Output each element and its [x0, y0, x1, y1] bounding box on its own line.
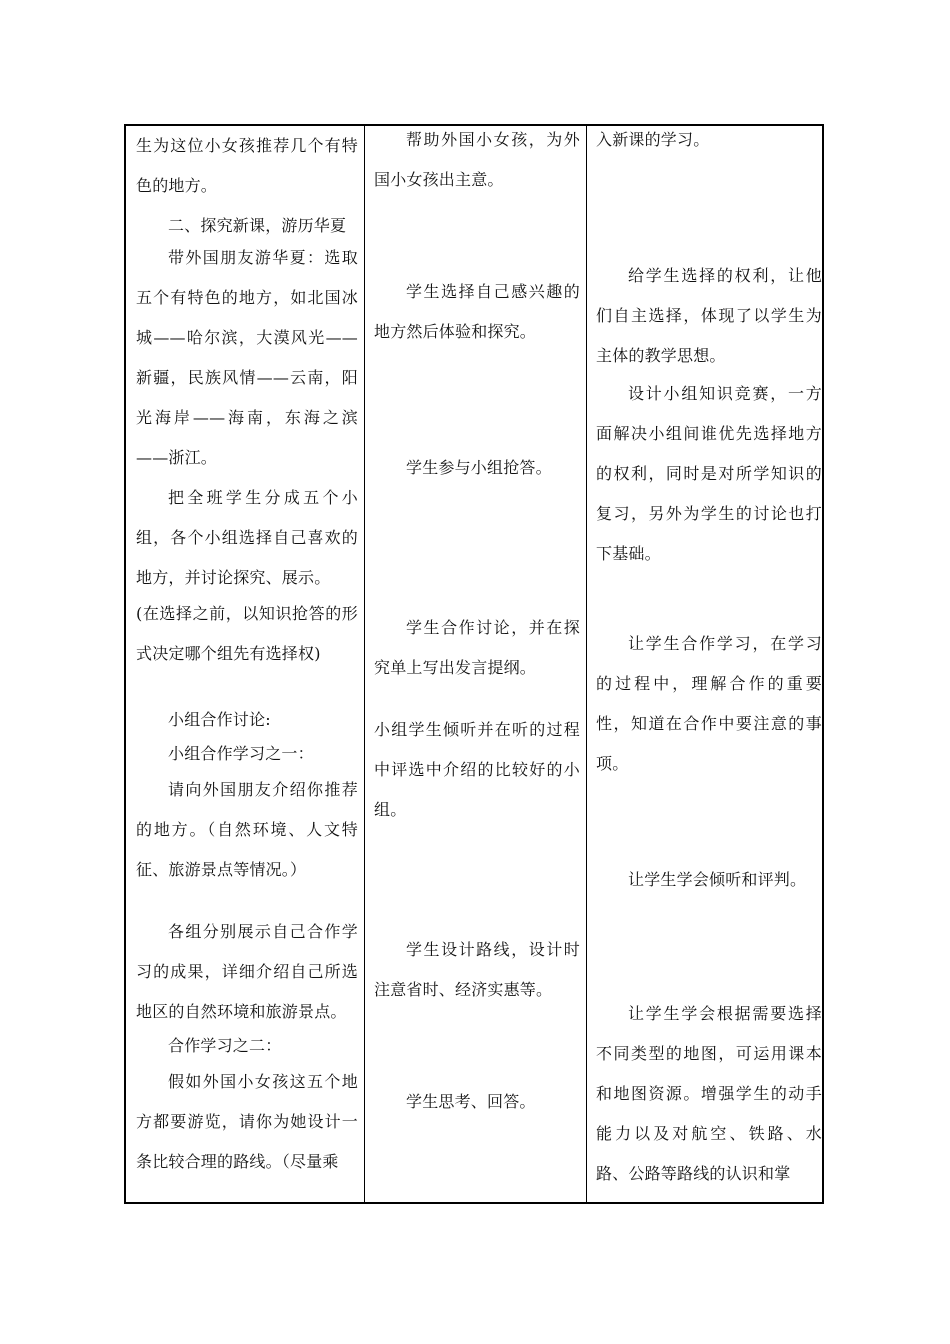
paragraph: 把全班学生分成五个小组，各个小组选择自己喜欢的地方，并讨论探究、展示。: [136, 488, 358, 587]
paragraph: 假如外国小女孩这五个地方都要游览，请你为她设计一条比较合理的路线。（尽量乘: [136, 1072, 358, 1171]
paragraph: 学生合作讨论，并在探究单上写出发言提纲。: [374, 618, 580, 677]
paragraph: 学生思考、回答。: [406, 1092, 536, 1111]
paragraph: 各组分别展示自己合作学习的成果，详细介绍自己所选地区的自然环境和旅游景点。: [136, 922, 358, 1021]
paragraph: 小组合作讨论:: [168, 710, 271, 729]
column-divider: [586, 126, 587, 1202]
paragraph: 合作学习之二：: [168, 1036, 282, 1055]
lesson-plan-table: [124, 124, 824, 1204]
column-divider: [364, 126, 365, 1202]
section-heading: 二、探究新课，游历华夏: [168, 216, 347, 235]
paragraph: 设计小组知识竞赛，一方面解决小组间谁优先选择地方的权利，同时是对所学知识的复习，另外为学生的讨论也打下基础。: [596, 384, 822, 563]
paragraph: 让学生学会倾听和评判。: [628, 870, 807, 889]
paragraph: 学生参与小组抢答。: [406, 458, 552, 477]
paragraph-note: (在选择之前，以知识抢答的形式决定哪个组先有选择权): [136, 604, 358, 663]
paragraph: 小组合作学习之一：: [168, 744, 314, 763]
teaching-content-column: [136, 126, 358, 1202]
paragraph: 小组学生倾听并在听的过程中评选中介绍的比较好的小组。: [374, 720, 580, 819]
paragraph: 学生设计路线，设计时注意省时、经济实惠等。: [374, 940, 580, 999]
paragraph: 让学生学会根据需要选择不同类型的地图，可运用课本和地图资源。增强学生的动手能力以及对航空、铁路、水路、公路等路线的认识和掌: [596, 1004, 822, 1183]
paragraph: 给学生选择的权利，让他们自主选择，体现了以学生为主体的教学思想。: [596, 266, 822, 365]
paragraph: 学生选择自己感兴趣的地方然后体验和探究。: [374, 282, 580, 341]
paragraph: 请向外国朋友介绍你推荐的地方。（自然环境、人文特征、旅游景点等情况。）: [136, 780, 358, 879]
student-activity-column: [374, 126, 580, 1202]
paragraph: 帮助外国小女孩，为外国小女孩出主意。: [374, 130, 580, 189]
paragraph: 入新课的学习。: [596, 130, 710, 149]
paragraph: 生为这位小女孩推荐几个有特色的地方。: [136, 136, 358, 195]
paragraph: 让学生合作学习，在学习的过程中，理解合作的重要性，知道在合作中要注意的事项。: [596, 634, 822, 773]
paragraph: 带外国朋友游华夏：选取五个有特色的地方，如北国冰城——哈尔滨，大漠风光——新疆，民族风情——云南，阳光海岸——海南，东海之滨——浙江。: [136, 248, 358, 467]
design-intent-column: [596, 126, 822, 1202]
